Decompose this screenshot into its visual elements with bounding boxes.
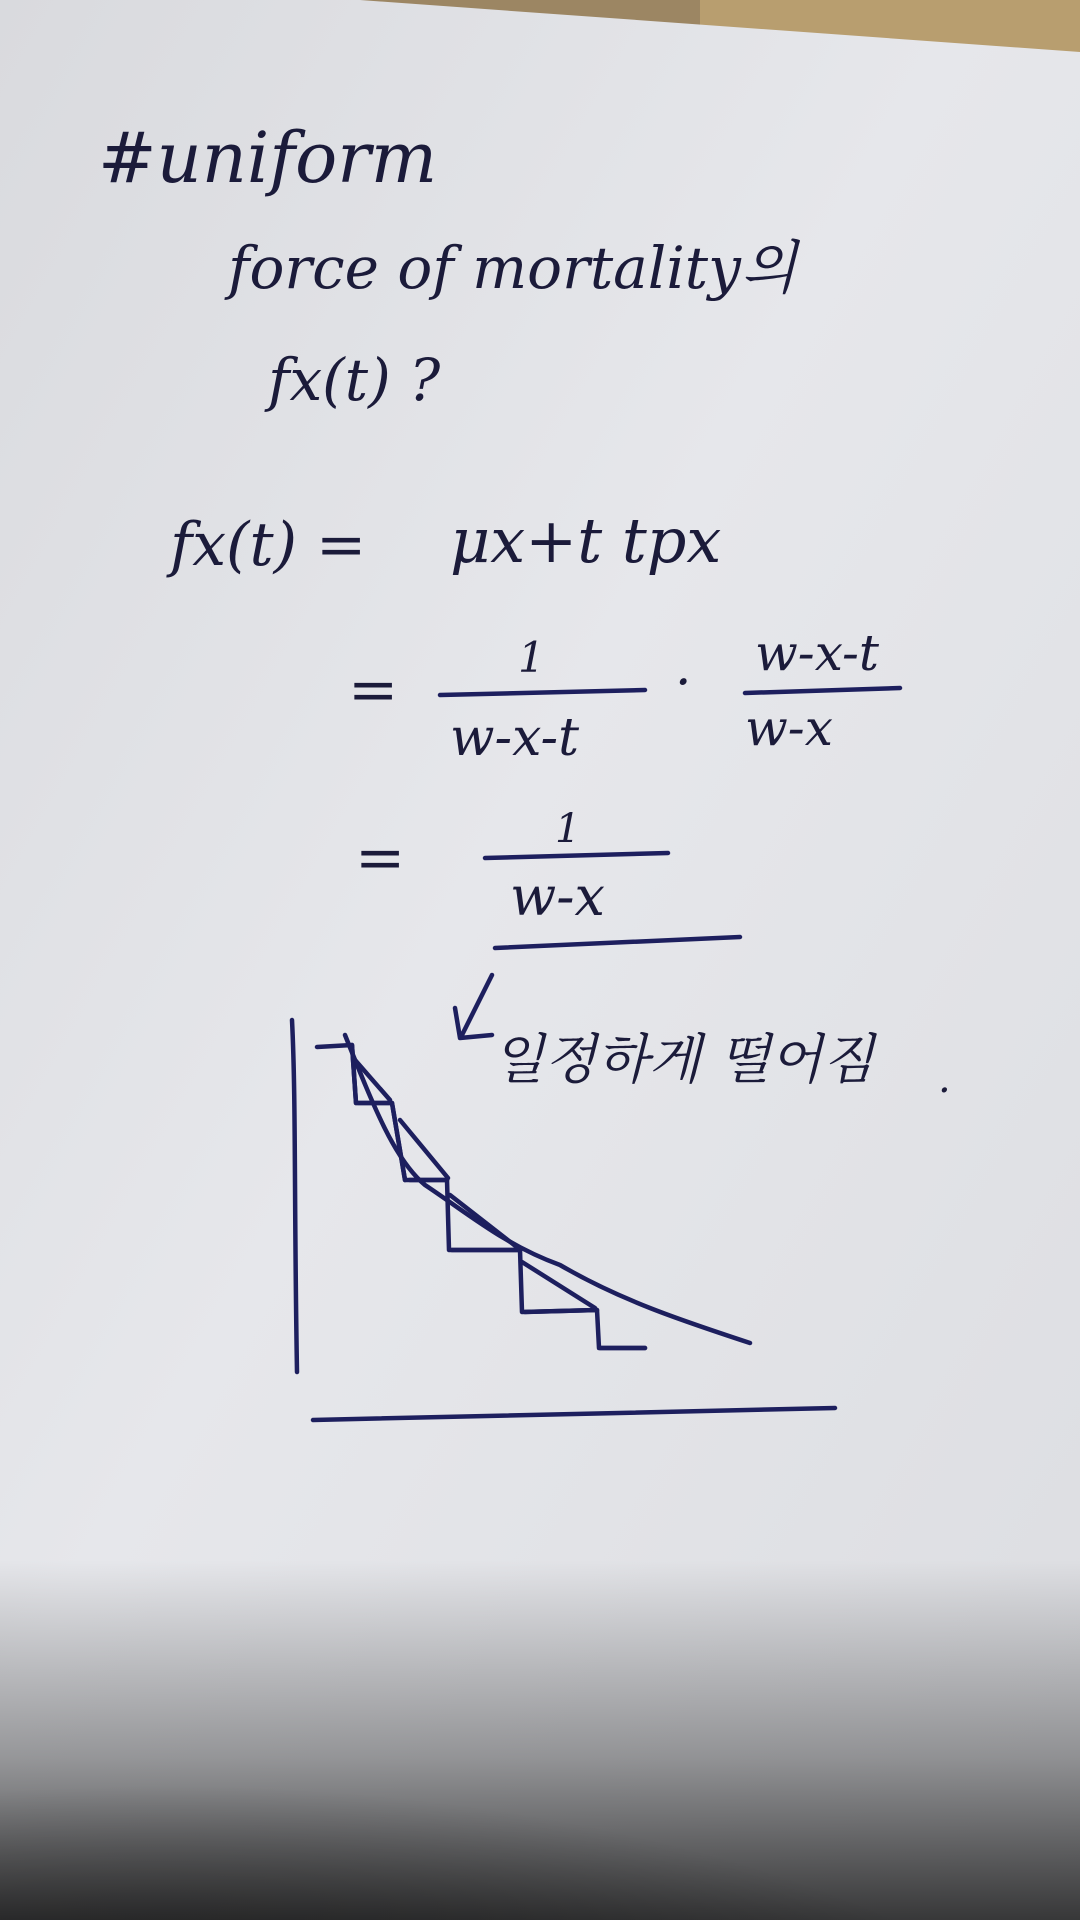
equation-2-equals: = bbox=[348, 655, 399, 725]
equation-3-equals: = bbox=[355, 823, 406, 893]
equation-1-lhs: fx(t) = bbox=[170, 510, 367, 580]
heading-line-3: fx(t) ? bbox=[268, 346, 441, 414]
annotation-text: 일정하게 떨어짐 bbox=[492, 1028, 875, 1091]
heading-line-1: #uniform bbox=[98, 117, 438, 199]
equation-2-frac2-denominator: w-x bbox=[745, 699, 833, 757]
equation-2-frac1-numerator: 1 bbox=[518, 633, 545, 682]
annotation-dot: . bbox=[938, 1056, 951, 1102]
equation-2-frac1-denominator: w-x-t bbox=[450, 708, 579, 768]
equation-3-numerator: 1 bbox=[555, 806, 581, 852]
heading-line-2: force of mortality의 bbox=[228, 234, 797, 302]
equation-2-frac2-numerator: w-x-t bbox=[755, 624, 879, 682]
equation-1-rhs: μx+t tpx bbox=[450, 504, 722, 577]
equation-2-dot: · bbox=[675, 653, 692, 713]
equation-3-denominator: w-x bbox=[510, 865, 605, 928]
